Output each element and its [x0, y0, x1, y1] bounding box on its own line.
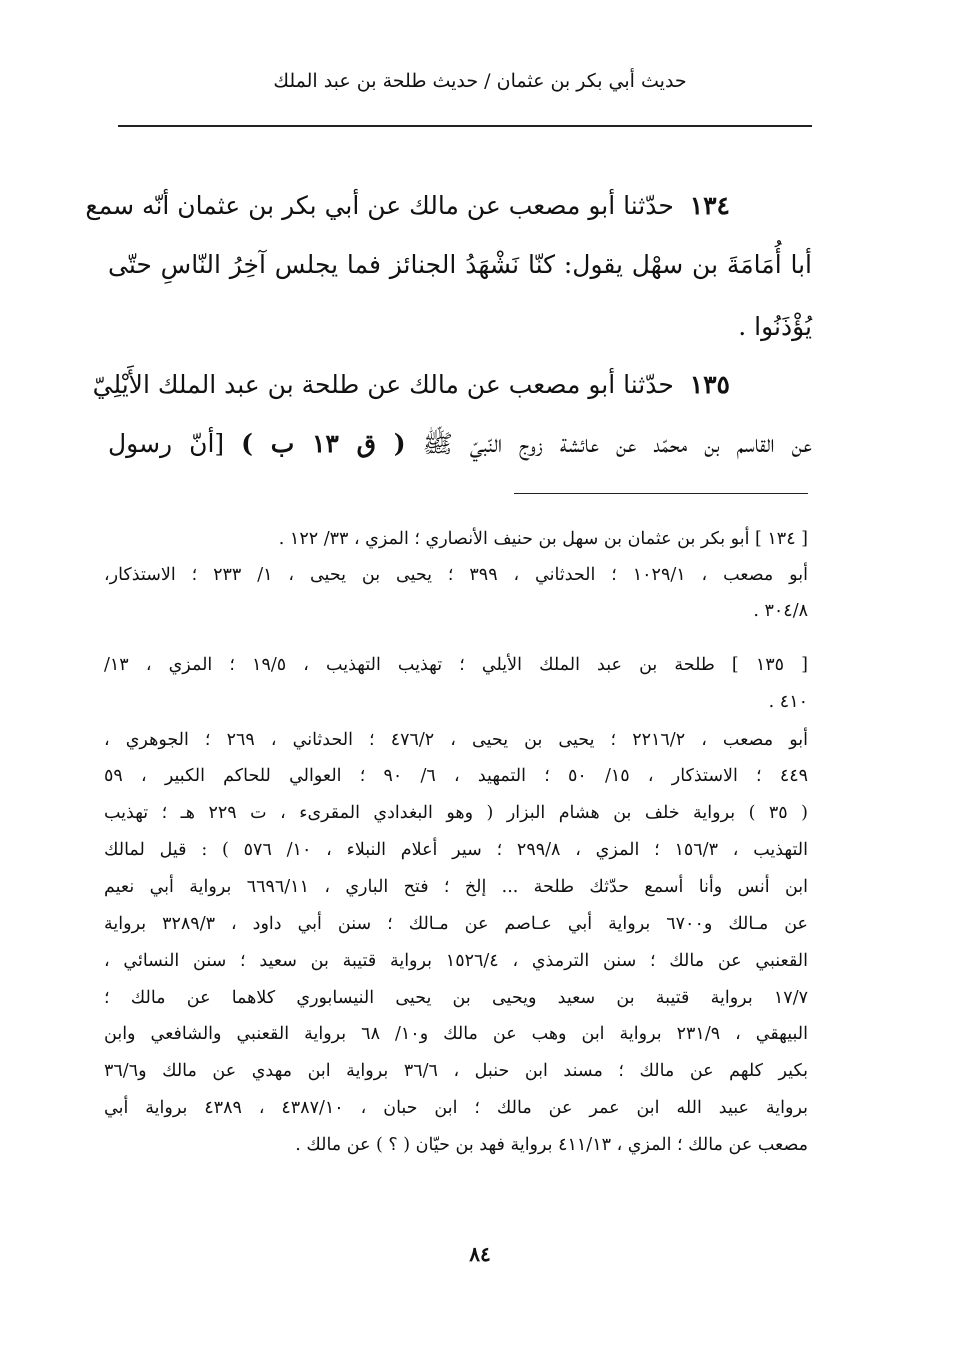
- footnote-line: مصعب عن مالك ؛ المزي ، ٤١١/١٣ برواية فهد بن حيّان ( ؟ ) عن مالك .: [295, 1135, 808, 1155]
- footnote-line: أبو مصعب ، ١٠٢٩/١ ؛ الحدثاني ، ٣٩٩ ؛ يحيى بن يحيى ، ١/ ٢٣٣ ؛ الاستذكار،: [104, 565, 808, 585]
- footnote-rule: [514, 493, 808, 494]
- hadith-number: ١٣٥: [689, 370, 730, 399]
- footnote-line: ٣٠٤/٨ .: [753, 601, 808, 621]
- footnote-line: التهذيب ، ١٥٦/٣ ؛ المزي ، ٢٩٩/٨ ؛ سير أعلام النبلاء ، ١٠/ ٥٧٦ ) : قيل لمالك: [104, 840, 808, 860]
- footnote-line: ابن أنس وأنا أسمع حدّثك طلحة ... إلخ ؛ فتح الباري ، ٦٦٩٦/١١ برواية أبي نعيم: [104, 877, 808, 897]
- footnote-line: [ ١٣٤ ] أبو بكر بن عثمان بن سهل بن حنيف الأنصاري ؛ المزي ، ٣٣/ ١٢٢ .: [278, 529, 808, 549]
- footnote-line: [ ١٣٥ ] طلحة بن عبد الملك الأيلي ؛ تهذيب التهذيب ، ١٩/٥ ؛ المزي ، ١٣/: [104, 655, 808, 675]
- footnote-line: ( ٣٥ ) برواية خلف بن هشام البزار ( وهو البغدادي المقرىء ، ت ٢٢٩ هـ ؛ تهذيب: [104, 803, 808, 823]
- hadith-text: حدّثنا أبو مصعب عن مالك عن طلحة بن عبد الملك الأَيْلِيّ: [92, 370, 674, 399]
- header-rule: [118, 125, 812, 127]
- footnote-line: برواية عبيد الله ابن عمر عن مالك ؛ ابن حبان ، ٤٣٨٧/١٠ ، ٤٣٨٩ برواية أبي: [104, 1098, 808, 1118]
- footnote-line: القعنبي عن مالك ؛ سنن الترمذي ، ١٥٢٦/٤ برواية قتيبة بن سعيد ؛ سنن النسائي ،: [104, 951, 808, 971]
- running-head: حديث أبي بكر بن عثمان / حديث طلحة بن عبد الملك: [273, 70, 687, 92]
- footnote-line: ٤١٠ .: [768, 692, 808, 712]
- footnote-line: البيهقي ، ٢٣١/٩ برواية ابن وهب عن مالك و١٠/ ٦٨ برواية القعنبي والشافعي وابن: [104, 1024, 809, 1044]
- hadith-text: حدّثنا أبو مصعب عن مالك عن أبي بكر بن عثمان أنّه سمع: [85, 191, 674, 220]
- hadith-number: ١٣٤: [689, 191, 730, 220]
- manuscript-folio-marker: ( ق ١٣ ب ): [241, 429, 406, 458]
- hadith-134-line-3: يُؤْذَنُوا .: [738, 312, 812, 341]
- footnote-line: بكير كلهم عن مالك ؛ مسند ابن حنبل ، ٣٦/٦ برواية ابن مهدي عن مالك و٣٦/٦: [104, 1061, 808, 1081]
- hadith-135-line-1: [93, 370, 730, 399]
- footnote-line: ١٧/٧ برواية قتيبة بن سعيد ويحيى بن يحيى النيسابوري كلاهما عن مالك ؛: [104, 988, 808, 1008]
- page-number: ٨٤: [469, 1242, 491, 1266]
- hadith-135-line-2: عن القاسم بن محمّد عن عائشة زوج النّبيّ ﷺ ( ق ١٣ ب ) [أنّ رسول: [108, 429, 812, 458]
- footnote-line: ٤٤٩ ؛ الاستذكار ، ١٥/ ٥٠ ؛ التمهيد ، ٦/ ٩٠ ؛ العوالي للحاكم الكبير ، ٥٩: [104, 766, 809, 786]
- hadith-134-line-1: [85, 191, 730, 220]
- hadith-134-line-2: أبا أُمَامَةَ بن سهْل يقول: كنّا نَشْهَدُ الجنائز فما يجلس آخِرُ النّاسِ حتّى: [108, 250, 812, 279]
- footnote-line: عن مـالك و٦٧٠٠ برواية أبي عـاصم عن مـالك ؛ سنن أبي داود ، ٣٢٨٩/٣ برواية: [104, 914, 808, 934]
- footnote-line: أبو مصعب ، ٢٢١٦/٢ ؛ يحيى بن يحيى ، ٤٧٦/٢ ؛ الحدثاني ، ٢٦٩ ؛ الجوهري ،: [104, 730, 808, 750]
